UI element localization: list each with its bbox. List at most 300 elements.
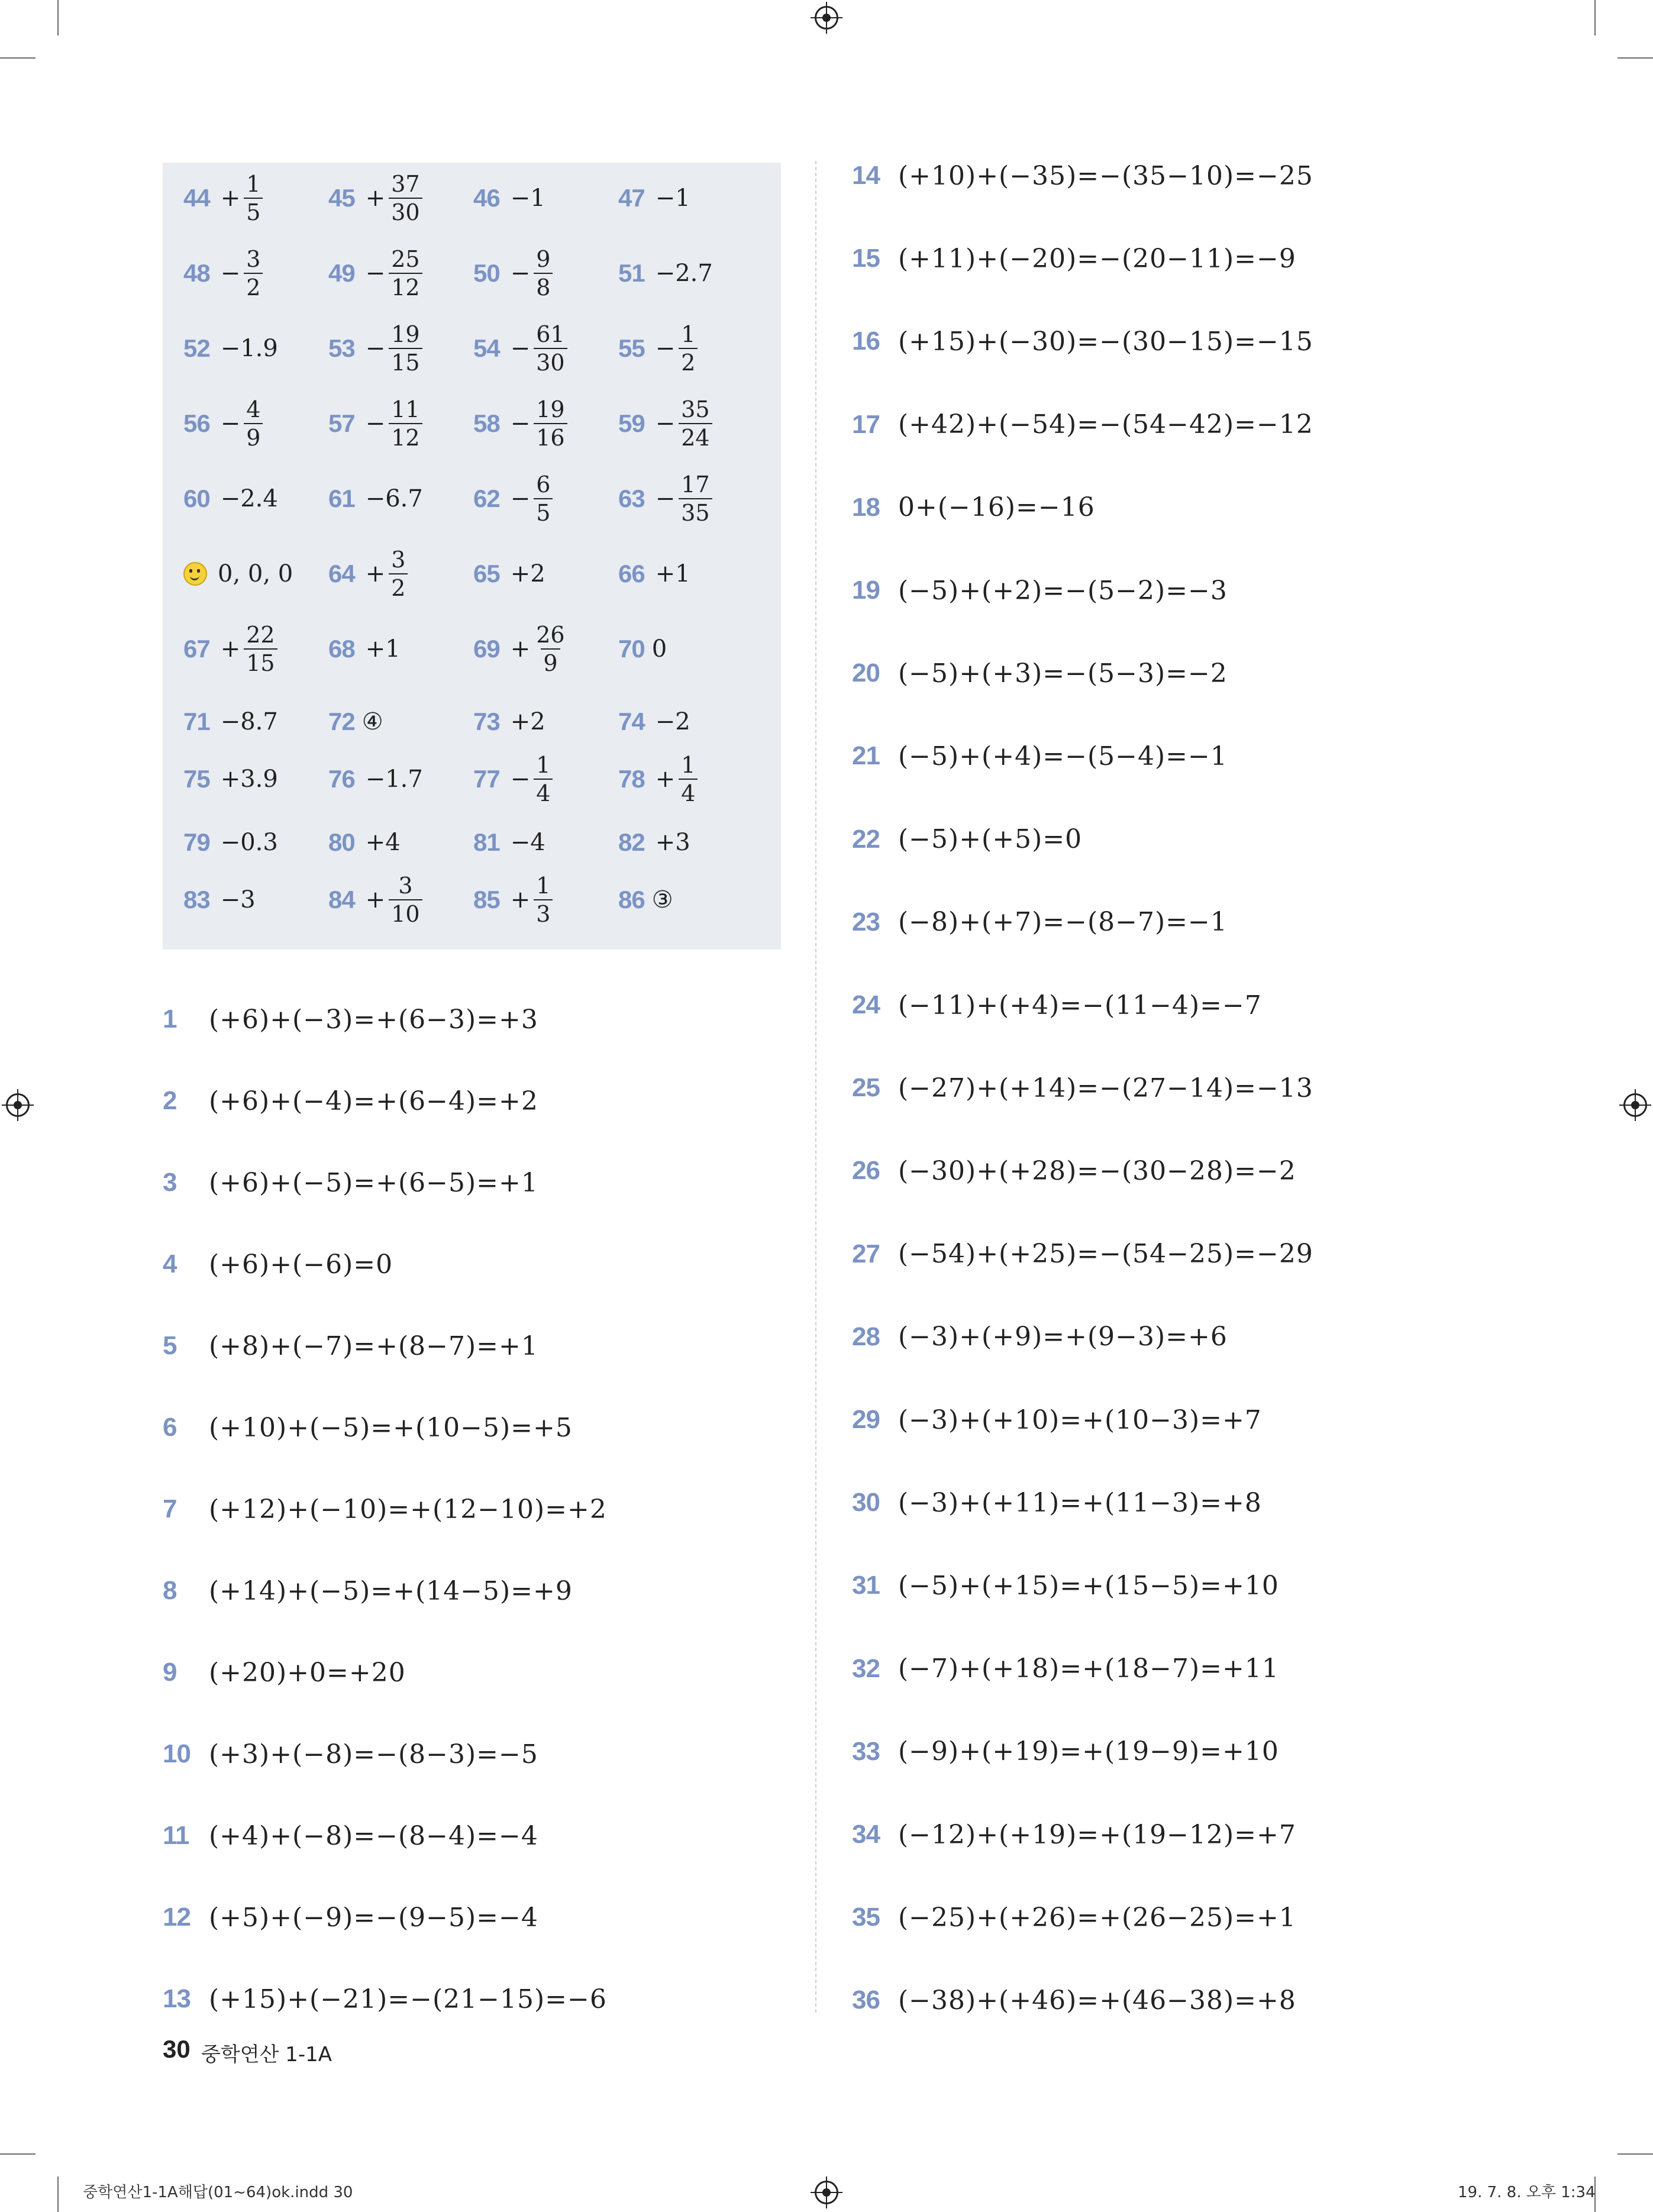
answer-value: −6.7 [365, 485, 423, 512]
problem-number: 31 [852, 1571, 880, 1600]
problem-number: 67 [183, 635, 210, 663]
answer-value: ③ [651, 886, 673, 913]
problem-number: 8 [163, 1576, 177, 1605]
answer-item [473, 388, 567, 459]
equation-row [852, 152, 1313, 199]
problem-number: 83 [183, 886, 210, 913]
problem-number: 86 [618, 886, 645, 913]
answer-item [328, 388, 422, 459]
problem-number: 29 [852, 1405, 880, 1434]
numerator: 3 [398, 873, 413, 899]
equation-row [852, 1977, 1296, 2024]
answer-item [183, 388, 263, 459]
answer-value: −2.4 [220, 485, 278, 512]
crop-mark [57, 0, 59, 35]
fraction [534, 248, 553, 299]
sign: − [510, 410, 531, 437]
answer-value: +2 [510, 560, 545, 587]
answer-value: −3 [220, 886, 256, 913]
problem-number: 57 [328, 409, 355, 437]
equation-text: (−54)+(+25)=−(54−25)=−29 [898, 1239, 1313, 1270]
sign: + [220, 185, 241, 212]
problem-number: 47 [618, 184, 645, 212]
answer-item [328, 538, 408, 609]
problem-number: 3 [163, 1168, 177, 1197]
fraction [534, 323, 567, 374]
numerator: 26 [536, 622, 565, 648]
equation-row [852, 1811, 1296, 1858]
answer-item [618, 864, 673, 935]
answer-item [328, 463, 423, 534]
equation-text: (+15)+(−21)=−(21−15)=−6 [209, 1984, 607, 2014]
numerator: 19 [536, 396, 565, 422]
equation-row [852, 235, 1296, 282]
problem-number: 9 [163, 1658, 177, 1687]
problem-number: 71 [183, 708, 210, 735]
sign: + [365, 886, 386, 913]
equation-text: (−3)+(+10)=+(10−3)=+7 [898, 1404, 1262, 1435]
answer-value: 0, 0, 0 [218, 560, 293, 587]
sign: − [510, 260, 531, 287]
registration-mark-icon [815, 2181, 838, 2204]
problem-number: 45 [328, 184, 355, 212]
answer-value [366, 548, 408, 599]
answer-item [618, 744, 698, 815]
answer-item [183, 864, 256, 935]
crop-mark [1594, 0, 1596, 35]
problem-number: 26 [852, 1156, 880, 1186]
equation-text: (−5)+(+15)=+(15−5)=+10 [898, 1570, 1279, 1601]
equation-row [852, 318, 1313, 365]
equation-row [852, 1064, 1313, 1112]
problem-number: 12 [163, 1903, 191, 1932]
equation-text: (+6)+(−4)=+(6−4)=+2 [209, 1086, 538, 1116]
equation-row [163, 1812, 538, 1859]
denominator: 10 [389, 899, 422, 925]
problem-number: 54 [473, 334, 500, 362]
answer-value: −1.7 [365, 766, 423, 793]
problem-number: 16 [852, 327, 880, 356]
answer-value [221, 173, 263, 224]
answer-item [473, 538, 545, 609]
answer-item [618, 613, 667, 684]
equation-row [852, 1147, 1296, 1194]
answer-item [473, 463, 553, 534]
problem-number: 61 [328, 485, 355, 512]
denominator: 12 [389, 273, 422, 299]
answer-value: −0.3 [220, 829, 278, 856]
problem-number: 55 [618, 334, 645, 362]
answer-item [618, 163, 690, 234]
denominator: 4 [534, 779, 553, 805]
equation-text: (−5)+(+2)=−(5−2)=−3 [898, 575, 1228, 606]
denominator: 8 [534, 273, 553, 299]
problem-number: 5 [163, 1331, 177, 1360]
problem-number: 48 [183, 259, 210, 287]
fraction [389, 398, 422, 449]
answer-value: −1.9 [220, 335, 278, 362]
equation-text: (−8)+(+7)=−(8−7)=−1 [898, 907, 1228, 938]
equation-text: (+20)+0=+20 [209, 1657, 406, 1688]
sign: + [365, 185, 386, 212]
sign: − [655, 485, 676, 512]
answer-item [618, 463, 712, 534]
equation-text: 0+(−16)=−16 [898, 492, 1095, 523]
problem-number: 80 [328, 828, 355, 856]
answer-value [511, 248, 553, 299]
problem-number: 60 [183, 485, 210, 512]
denominator: 4 [679, 779, 698, 805]
equation-text: (+11)+(−20)=−(20−11)=−9 [898, 243, 1296, 274]
equation-text: (+14)+(−5)=+(14−5)=+9 [209, 1575, 573, 1606]
numerator: 61 [536, 321, 565, 347]
equation-row [852, 899, 1228, 946]
equation-text: (−9)+(+19)=+(19−9)=+10 [898, 1736, 1279, 1767]
equation-row [852, 1231, 1313, 1278]
equation-row [163, 1730, 538, 1778]
denominator: 30 [389, 198, 422, 224]
answer-value [221, 624, 277, 674]
book-title: 중학연산 1-1A [201, 2043, 332, 2066]
denominator: 30 [534, 348, 567, 374]
answer-box [163, 163, 781, 950]
answer-value: +1 [365, 635, 401, 663]
equation-text: (−3)+(+11)=+(11−3)=+8 [898, 1487, 1262, 1518]
equation-text: (+5)+(−9)=−(9−5)=−4 [209, 1902, 538, 1933]
sign: − [510, 485, 531, 512]
fraction [534, 473, 553, 524]
answer-value: +2 [510, 708, 545, 735]
denominator: 9 [541, 648, 560, 674]
equation-row [852, 1562, 1279, 1609]
equation-row [852, 650, 1228, 697]
answer-value: −1 [510, 185, 545, 212]
registration-mark-icon [815, 6, 838, 30]
answer-item [473, 864, 553, 935]
numerator: 19 [391, 321, 420, 347]
problem-number: 33 [852, 1736, 880, 1766]
answer-item [328, 613, 401, 684]
problem-number: 82 [618, 828, 645, 856]
equation-row [852, 981, 1262, 1029]
sign: + [220, 635, 241, 663]
answer-item [328, 238, 422, 309]
problem-number: 52 [183, 334, 210, 362]
numerator: 9 [536, 246, 551, 272]
problem-number: 46 [473, 184, 500, 212]
problem-number: 85 [473, 886, 500, 913]
answer-value: +3 [655, 829, 690, 856]
answer-item [328, 864, 422, 935]
equation-row [163, 1241, 393, 1288]
numerator: 35 [681, 396, 710, 422]
problem-number: 68 [328, 635, 355, 663]
fraction [534, 874, 553, 925]
answer-value [511, 398, 567, 449]
equation-row [163, 1894, 538, 1941]
problem-number: 76 [328, 765, 355, 793]
problem-number: 65 [473, 560, 500, 587]
equation-text: (−7)+(+18)=+(18−7)=+11 [898, 1654, 1279, 1684]
denominator: 2 [679, 348, 698, 374]
equation-text: (+6)+(−5)=+(6−5)=+1 [209, 1167, 538, 1198]
equation-text: (+3)+(−8)=−(8−3)=−5 [209, 1739, 538, 1769]
numerator: 1 [536, 873, 551, 899]
denominator: 15 [244, 648, 277, 674]
problem-number: 14 [852, 161, 880, 190]
crop-mark [0, 57, 35, 59]
problem-number: 58 [473, 409, 500, 437]
answer-value: −2 [655, 708, 690, 735]
registration-mark-icon [6, 1093, 30, 1117]
problem-number: 77 [473, 765, 500, 793]
equation-text: (−11)+(+4)=−(11−4)=−7 [898, 990, 1262, 1021]
problem-number: 75 [183, 765, 210, 793]
equation-text: (−3)+(+9)=+(9−3)=+6 [898, 1322, 1228, 1352]
answer-item [183, 463, 278, 534]
problem-number: 2 [163, 1086, 177, 1115]
numerator: 3 [246, 246, 261, 272]
problem-number: 56 [183, 409, 210, 437]
equation-text: (+6)+(−6)=0 [209, 1249, 393, 1280]
sign: − [510, 335, 531, 362]
answer-item [473, 163, 545, 234]
numerator: 37 [391, 171, 420, 197]
problem-number: 10 [163, 1739, 191, 1768]
problem-number: 62 [473, 485, 500, 512]
fraction [244, 624, 277, 674]
answer-item [473, 744, 553, 815]
equation-row [163, 1975, 607, 2023]
problem-number: 13 [163, 1984, 191, 2013]
numerator: 6 [536, 472, 551, 498]
problem-number: 36 [852, 1985, 880, 2015]
fraction [244, 248, 263, 299]
problem-number: 66 [618, 560, 645, 587]
answer-item [183, 238, 263, 309]
equation-text: (+8)+(−7)=+(8−7)=+1 [209, 1331, 538, 1361]
numerator: 17 [681, 472, 710, 498]
problem-number: 34 [852, 1820, 880, 1849]
column-divider [815, 161, 816, 2013]
problem-number: 25 [852, 1073, 880, 1103]
sign: − [655, 335, 676, 362]
print-slug-left: 중학연산1-1A해답(01~64)ok.indd 30 [83, 2184, 353, 2201]
fraction [534, 398, 567, 449]
problem-number: 59 [618, 409, 645, 437]
fraction [244, 173, 263, 224]
answer-item [183, 538, 293, 609]
equation-row [163, 1486, 607, 1533]
answer-item [183, 163, 263, 234]
equation-row [163, 1159, 538, 1206]
problem-number: 70 [618, 635, 645, 663]
equation-row [852, 1645, 1279, 1693]
numerator: 3 [391, 547, 406, 573]
answer-value: −2.7 [655, 260, 713, 287]
fraction [389, 874, 422, 925]
crop-mark [1618, 2153, 1653, 2155]
equation-row [163, 1404, 573, 1451]
fraction [679, 323, 698, 374]
crop-mark [57, 2177, 59, 2212]
equation-text: (−12)+(+19)=+(19−12)=+7 [898, 1819, 1296, 1850]
equation-text: (+4)+(−8)=−(8−4)=−4 [209, 1820, 538, 1851]
sign: + [510, 635, 531, 663]
problem-number: 79 [183, 828, 210, 856]
fraction [389, 173, 422, 224]
answer-value: +4 [365, 829, 401, 856]
problem-number: 21 [852, 741, 880, 771]
problem-number: 6 [163, 1413, 177, 1442]
answer-item [183, 613, 277, 684]
answer-value [221, 398, 263, 449]
answer-item [328, 163, 422, 234]
answer-value [366, 323, 422, 374]
answer-value [511, 754, 553, 805]
equation-text: (−5)+(+4)=−(5−4)=−1 [898, 741, 1228, 771]
problem-number: 4 [163, 1249, 177, 1278]
answer-item [618, 313, 698, 384]
equation-row [163, 1077, 538, 1125]
equation-text: (−5)+(+3)=−(5−3)=−2 [898, 658, 1228, 689]
answer-value [366, 398, 422, 449]
problem-number: 81 [473, 828, 500, 856]
equation-row [163, 1322, 538, 1370]
problem-number: 32 [852, 1654, 880, 1683]
problem-number: 7 [163, 1494, 177, 1523]
answer-item [183, 313, 278, 384]
problem-number: 44 [183, 184, 210, 212]
sign: − [365, 335, 386, 362]
problem-number: 64 [328, 560, 355, 587]
problem-number: 78 [618, 765, 645, 793]
page-number: 30 [163, 2035, 191, 2063]
answer-value [656, 398, 712, 449]
problem-number: 1 [163, 1005, 177, 1034]
equation-row [163, 1567, 573, 1614]
answer-value [656, 754, 698, 805]
answer-value [366, 248, 422, 299]
problem-number: 73 [473, 708, 500, 735]
sign: + [510, 886, 531, 913]
numerator: 1 [536, 752, 551, 778]
sign: − [220, 260, 241, 287]
denominator: 16 [534, 423, 567, 449]
problem-number: 84 [328, 886, 355, 913]
equation-text: (−5)+(+5)=0 [898, 824, 1083, 855]
equation-row [852, 816, 1082, 863]
answer-item [473, 613, 567, 684]
answer-value: −8.7 [220, 708, 278, 735]
equation-row [852, 1313, 1228, 1361]
registration-mark-icon [1623, 1093, 1647, 1117]
equation-text: (−27)+(+14)=−(27−14)=−13 [898, 1073, 1313, 1103]
denominator: 5 [244, 198, 263, 224]
problem-number: 35 [852, 1903, 880, 1932]
numerator: 1 [681, 321, 696, 347]
problem-number: 24 [852, 990, 880, 1019]
problem-number: 20 [852, 658, 880, 688]
fraction [389, 248, 422, 299]
answer-value [656, 473, 712, 524]
answer-value: +1 [655, 560, 690, 587]
sign: − [510, 766, 531, 793]
equation-row [852, 732, 1228, 780]
equation-row [852, 1894, 1296, 1941]
equation-text: (+10)+(−5)=+(10−5)=+5 [209, 1412, 573, 1443]
equation-row [852, 567, 1228, 614]
sign: + [655, 766, 676, 793]
answer-value: −4 [510, 829, 545, 856]
denominator: 9 [244, 423, 263, 449]
problem-number: 51 [618, 259, 645, 287]
print-slug-right: 19. 7. 8. 오후 1:34 [1458, 2184, 1596, 2201]
sign: − [655, 410, 676, 437]
answer-value [511, 473, 553, 524]
equation-row [852, 1479, 1262, 1526]
sign: + [365, 560, 386, 587]
answer-item [618, 388, 712, 459]
denominator: 5 [534, 498, 553, 524]
problem-number: 27 [852, 1239, 880, 1268]
problem-number: 23 [852, 907, 880, 937]
answer-value [221, 248, 263, 299]
problem-number: 17 [852, 409, 880, 439]
crop-mark [1618, 57, 1653, 59]
denominator: 3 [534, 899, 553, 925]
smiley-icon [183, 562, 207, 586]
equation-text: (−30)+(+28)=−(30−28)=−2 [898, 1155, 1296, 1186]
numerator: 1 [681, 752, 696, 778]
problem-number: 11 [163, 1821, 189, 1850]
answer-value: +3.9 [220, 766, 278, 793]
denominator: 2 [244, 273, 263, 299]
problem-number: 28 [852, 1322, 880, 1351]
problem-number: 50 [473, 259, 500, 287]
equation-text: (+12)+(−10)=+(12−10)=+2 [209, 1494, 607, 1525]
answer-item [618, 238, 713, 309]
problem-number: 74 [618, 708, 645, 735]
answer-value: 0 [651, 635, 667, 663]
problem-number: 49 [328, 259, 355, 287]
equation-text: (+42)+(−54)=−(54−42)=−12 [898, 409, 1313, 440]
problem-number: 18 [852, 492, 880, 522]
problem-number: 63 [618, 485, 645, 512]
answer-item [328, 313, 422, 384]
problem-number: 53 [328, 334, 355, 362]
answer-item [618, 538, 690, 609]
fraction [389, 548, 408, 599]
numerator: 1 [246, 171, 261, 197]
numerator: 11 [391, 396, 420, 422]
problem-number: 72 [328, 708, 355, 735]
equation-row [852, 401, 1313, 448]
denominator: 15 [389, 348, 422, 374]
answer-item [473, 238, 553, 309]
problem-number: 69 [473, 635, 500, 663]
fraction [389, 323, 422, 374]
fraction [244, 398, 263, 449]
sign: − [365, 410, 386, 437]
equation-row [852, 1396, 1262, 1444]
equation-row [852, 484, 1095, 531]
equation-row [163, 1649, 406, 1696]
answer-item [183, 744, 278, 815]
numerator: 4 [246, 396, 261, 422]
answer-value [366, 173, 422, 224]
answer-value [366, 874, 422, 925]
